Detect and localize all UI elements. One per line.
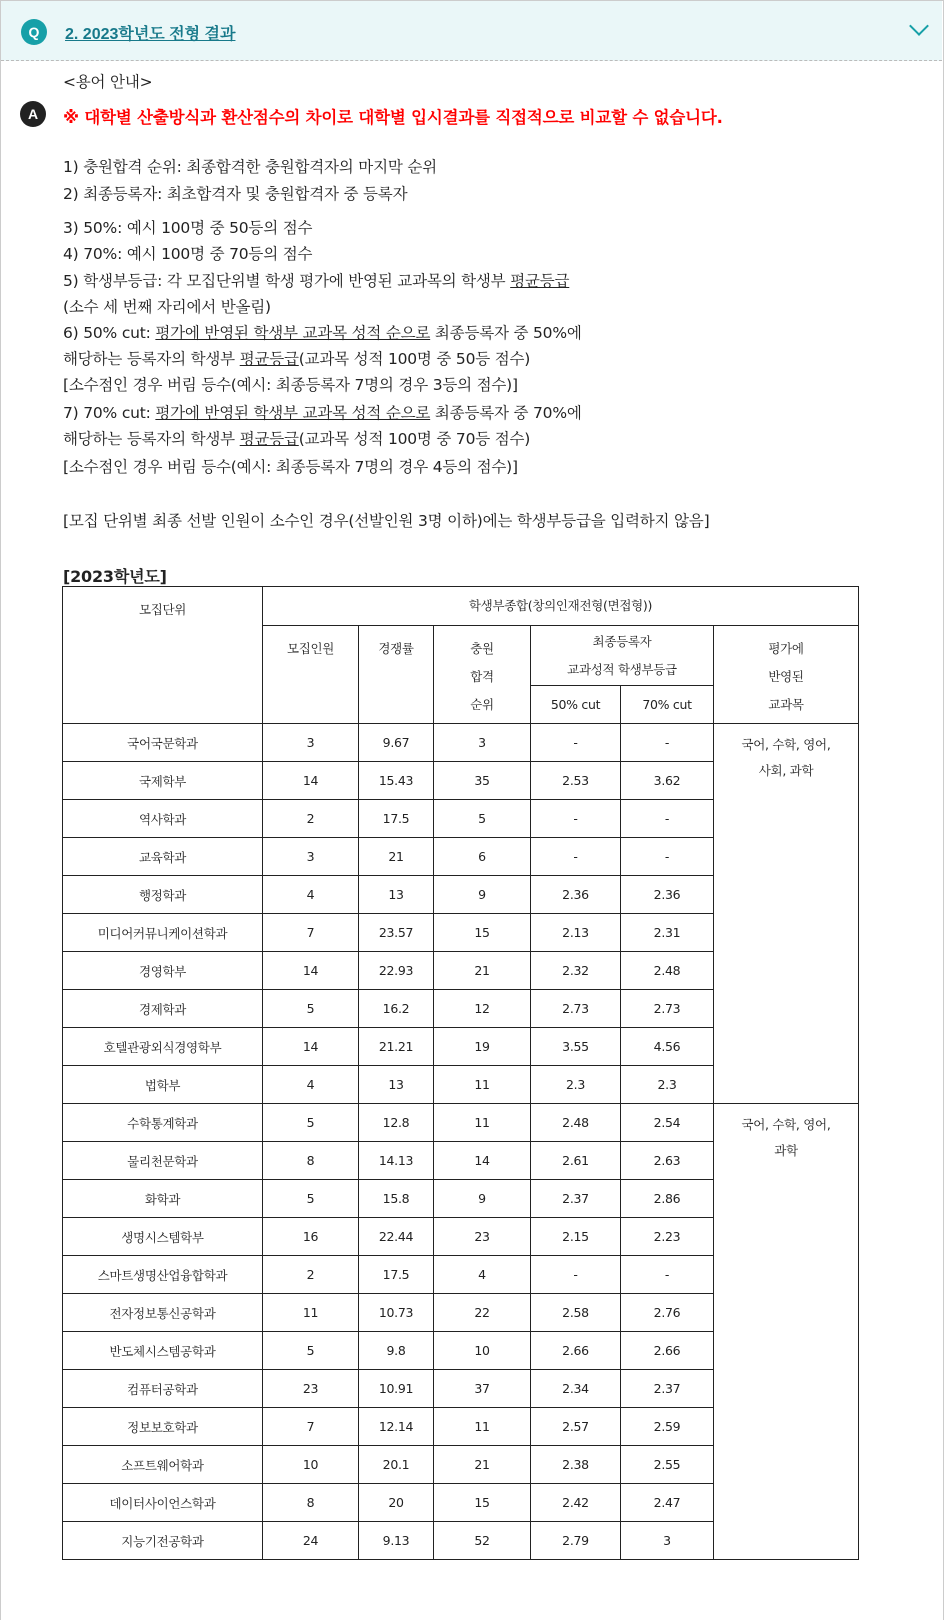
text: 충원: [470, 641, 494, 656]
cell-rate: 9.67: [359, 724, 434, 762]
cell-cut50: 2.61: [531, 1142, 621, 1180]
text-underlined: 평균등급: [239, 350, 299, 368]
cell-quota: 5: [263, 1180, 359, 1218]
cell-rank: 15: [434, 914, 531, 952]
text: (교과목 성적 100명 중 70등 점수): [298, 430, 531, 448]
text: 교과성적 학생부등급: [567, 662, 677, 677]
cell-unit: 생명시스템학부: [63, 1218, 263, 1256]
cell-cut50: 2.57: [531, 1408, 621, 1446]
cell-quota: 8: [263, 1142, 359, 1180]
cell-cut50: 2.48: [531, 1104, 621, 1142]
table-row: [63, 724, 859, 762]
cell-rank: 11: [434, 1066, 531, 1104]
cell-rank: 11: [434, 1104, 531, 1142]
cell-quota: 10: [263, 1446, 359, 1484]
cell-cut70: 2.31: [621, 914, 714, 952]
cell-unit: 법학부: [63, 1066, 263, 1104]
term-7-note: [소수점인 경우 버림 등수(예시: 최종등록자 7명의 경우 4등의 점수)]: [63, 458, 518, 476]
cell-cut70: -: [621, 1256, 714, 1294]
cell-rank: 10: [434, 1332, 531, 1370]
cell-unit: 컴퓨터공학과: [63, 1370, 263, 1408]
warning-text: ※ 대학별 산출방식과 환산점수의 차이로 대학별 입시결과를 직접적으로 비교할 수 없습니다.: [63, 108, 723, 127]
terms-heading: <용어 안내>: [63, 73, 153, 91]
cell-subjects: [714, 724, 859, 1104]
text: 순위: [470, 697, 494, 712]
cell-unit: 정보보호학과: [63, 1408, 263, 1446]
cell-rank: 35: [434, 762, 531, 800]
cell-rate: 16.2: [359, 990, 434, 1028]
term-7: [63, 401, 582, 423]
cell-unit: 데이터사이언스학과: [63, 1484, 263, 1522]
cell-cut50: 2.42: [531, 1484, 621, 1522]
text: 교과목: [768, 697, 804, 712]
cell-quota: 2: [263, 800, 359, 838]
cell-quota: 24: [263, 1522, 359, 1560]
results-table: [62, 586, 859, 1560]
cell-quota: 8: [263, 1484, 359, 1522]
question-title-link[interactable]: 2. 2023학년도 전형 결과: [65, 26, 236, 43]
cell-quota: 2: [263, 1256, 359, 1294]
cell-rate: 9.8: [359, 1332, 434, 1370]
cell-rate: 21.21: [359, 1028, 434, 1066]
cell-rate: 22.44: [359, 1218, 434, 1256]
cell-unit: 물리천문학과: [63, 1142, 263, 1180]
cell-unit: 전자정보통신공학과: [63, 1294, 263, 1332]
text: 합격: [470, 669, 494, 684]
term-6: [63, 321, 582, 343]
cell-rate: 12.8: [359, 1104, 434, 1142]
cell-rate: 14.13: [359, 1142, 434, 1180]
header-subjects: [714, 626, 859, 724]
cell-unit: 미디어커뮤니케이션학과: [63, 914, 263, 952]
cell-quota: 16: [263, 1218, 359, 1256]
cell-rank: 9: [434, 1180, 531, 1218]
cell-cut50: 2.13: [531, 914, 621, 952]
text-underlined: 평균등급: [239, 430, 299, 448]
cell-quota: 5: [263, 1332, 359, 1370]
term-2: 2) 최종등록자: 최초합격자 및 충원합격자 중 등록자: [63, 185, 408, 203]
cell-rank: 4: [434, 1256, 531, 1294]
question-header[interactable]: [1, 1, 942, 61]
cell-rank: 12: [434, 990, 531, 1028]
cell-cut50: -: [531, 800, 621, 838]
cell-quota: 7: [263, 914, 359, 952]
cell-quota: 14: [263, 762, 359, 800]
cell-cut70: 2.47: [621, 1484, 714, 1522]
text: 사회, 과학: [758, 763, 814, 778]
cell-cut70: 2.3: [621, 1066, 714, 1104]
cell-rate: 21: [359, 838, 434, 876]
cell-rate: 23.57: [359, 914, 434, 952]
cell-rate: 13: [359, 1066, 434, 1104]
text: 해당하는 등록자의 학생부: [63, 350, 240, 368]
text: 7) 70% cut:: [63, 404, 156, 422]
term-4: 4) 70%: 예시 100명 중 70등의 점수: [63, 245, 313, 263]
cell-cut50: 2.36: [531, 876, 621, 914]
text: (교과목 성적 100명 중 50등 점수): [298, 350, 531, 368]
cell-cut50: 2.37: [531, 1180, 621, 1218]
cell-cut70: 2.48: [621, 952, 714, 990]
question-badge-icon: Q: [21, 19, 47, 45]
cell-rank: 5: [434, 800, 531, 838]
text: 6) 50% cut:: [63, 324, 156, 342]
cell-cut50: 2.58: [531, 1294, 621, 1332]
table-row: [63, 1104, 859, 1142]
cell-rank: 6: [434, 838, 531, 876]
chevron-down-icon[interactable]: [909, 16, 929, 36]
text: 최종등록자 중 70%에: [430, 404, 582, 422]
cell-rank: 14: [434, 1142, 531, 1180]
cell-quota: 5: [263, 990, 359, 1028]
cell-unit: 국제학부: [63, 762, 263, 800]
cell-unit: 호텔관광외식경영학부: [63, 1028, 263, 1066]
cell-cut70: -: [621, 724, 714, 762]
cell-rate: 13: [359, 876, 434, 914]
cell-rank: 3: [434, 724, 531, 762]
text-underlined: 평가에 반영된 학생부 교과목 성적 순으로: [155, 404, 431, 422]
cell-rate: 10.73: [359, 1294, 434, 1332]
cell-unit: 경영학부: [63, 952, 263, 990]
term-6-note: [소수점인 경우 버림 등수(예시: 최종등록자 7명의 경우 3등의 점수)]: [63, 376, 518, 394]
cell-cut50: 2.79: [531, 1522, 621, 1560]
cell-unit: 국어국문학과: [63, 724, 263, 762]
cell-cut50: -: [531, 724, 621, 762]
cell-rate: 20: [359, 1484, 434, 1522]
cell-cut70: 2.54: [621, 1104, 714, 1142]
header-type: 학생부종합(창의인재전형(면접형)): [263, 587, 859, 626]
text: 과학: [774, 1143, 798, 1158]
cell-cut50: 2.38: [531, 1446, 621, 1484]
text-underlined: 평균등급: [510, 272, 570, 290]
cell-rate: 10.91: [359, 1370, 434, 1408]
cell-cut50: 2.3: [531, 1066, 621, 1104]
answer-badge-icon: A: [20, 101, 46, 127]
cell-rate: 12.14: [359, 1408, 434, 1446]
text-underlined: 평가에 반영된 학생부 교과목 성적 순으로: [155, 324, 431, 342]
cell-cut70: 2.23: [621, 1218, 714, 1256]
cell-rate: 17.5: [359, 1256, 434, 1294]
cell-rate: 9.13: [359, 1522, 434, 1560]
cell-rank: 21: [434, 1446, 531, 1484]
year-title: [2023학년도]: [63, 567, 167, 586]
cell-cut70: -: [621, 838, 714, 876]
cell-rank: 19: [434, 1028, 531, 1066]
term-1: 1) 충원합격 순위: 최종합격한 충원합격자의 마지막 순위: [63, 158, 437, 176]
table-header-row: [63, 587, 859, 626]
cell-quota: 11: [263, 1294, 359, 1332]
cell-cut70: 2.59: [621, 1408, 714, 1446]
cell-cut50: -: [531, 838, 621, 876]
cell-cut50: 2.34: [531, 1370, 621, 1408]
cell-quota: 14: [263, 952, 359, 990]
term-7-cont: [63, 427, 530, 449]
header-final: [531, 626, 714, 686]
cell-unit: 수학통계학과: [63, 1104, 263, 1142]
cell-quota: 4: [263, 876, 359, 914]
cell-rank: 9: [434, 876, 531, 914]
cell-unit: 지능기전공학과: [63, 1522, 263, 1560]
cell-rate: 22.93: [359, 952, 434, 990]
cell-unit: 경제학과: [63, 990, 263, 1028]
header-quota: 모집인원: [263, 626, 359, 724]
cell-unit: 역사학과: [63, 800, 263, 838]
cell-cut70: 2.36: [621, 876, 714, 914]
cell-cut70: 2.63: [621, 1142, 714, 1180]
term-5: [63, 269, 569, 291]
selection-note: [모집 단위별 최종 선발 인원이 소수인 경우(선발인원 3명 이하)에는 학생부등급을 입력하지 않음]: [63, 512, 710, 530]
cell-rank: 21: [434, 952, 531, 990]
cell-rank: 15: [434, 1484, 531, 1522]
cell-rate: 15.43: [359, 762, 434, 800]
cell-cut50: 2.32: [531, 952, 621, 990]
cell-unit: 스마트생명산업융합학과: [63, 1256, 263, 1294]
cell-rank: 22: [434, 1294, 531, 1332]
term-6-cont: [63, 347, 530, 369]
text: 평가에: [768, 641, 804, 656]
cell-quota: 23: [263, 1370, 359, 1408]
cell-quota: 4: [263, 1066, 359, 1104]
cell-cut50: 3.55: [531, 1028, 621, 1066]
cell-rank: 52: [434, 1522, 531, 1560]
cell-unit: 화학과: [63, 1180, 263, 1218]
header-50cut: 50% cut: [531, 686, 621, 724]
cell-cut70: 2.37: [621, 1370, 714, 1408]
cell-rate: 20.1: [359, 1446, 434, 1484]
cell-quota: 14: [263, 1028, 359, 1066]
header-rate: 경쟁률: [359, 626, 434, 724]
cell-cut70: 2.76: [621, 1294, 714, 1332]
cell-cut70: 2.73: [621, 990, 714, 1028]
text: 해당하는 등록자의 학생부: [63, 430, 240, 448]
cell-quota: 3: [263, 838, 359, 876]
cell-unit: 교육학과: [63, 838, 263, 876]
text: 5) 학생부등급: 각 모집단위별 학생 평가에 반영된 교과목의 학생부: [63, 272, 511, 290]
cell-cut50: 2.15: [531, 1218, 621, 1256]
cell-quota: 7: [263, 1408, 359, 1446]
cell-subjects: [714, 1104, 859, 1560]
cell-cut50: 2.66: [531, 1332, 621, 1370]
term-5-note: (소수 세 번째 자리에서 반올림): [63, 298, 271, 316]
cell-quota: 5: [263, 1104, 359, 1142]
cell-cut50: 2.73: [531, 990, 621, 1028]
cell-cut50: -: [531, 1256, 621, 1294]
cell-cut70: 2.66: [621, 1332, 714, 1370]
cell-quota: 3: [263, 724, 359, 762]
cell-rate: 17.5: [359, 800, 434, 838]
cell-cut70: 3.62: [621, 762, 714, 800]
term-3: 3) 50%: 예시 100명 중 50등의 점수: [63, 219, 313, 237]
cell-unit: 소프트웨어학과: [63, 1446, 263, 1484]
text: 국어, 수학, 영어,: [741, 737, 831, 752]
text: 최종등록자: [592, 634, 652, 649]
cell-cut70: 3: [621, 1522, 714, 1560]
cell-cut50: 2.53: [531, 762, 621, 800]
cell-unit: 행정학과: [63, 876, 263, 914]
text: 국어, 수학, 영어,: [741, 1117, 831, 1132]
cell-cut70: 2.55: [621, 1446, 714, 1484]
header-rank: [434, 626, 531, 724]
text: 반영된: [768, 669, 804, 684]
header-unit: 모집단위: [63, 587, 263, 724]
header-70cut: 70% cut: [621, 686, 714, 724]
text: 최종등록자 중 50%에: [430, 324, 582, 342]
cell-rank: 11: [434, 1408, 531, 1446]
cell-rate: 15.8: [359, 1180, 434, 1218]
cell-rank: 37: [434, 1370, 531, 1408]
cell-cut70: 2.86: [621, 1180, 714, 1218]
cell-cut70: -: [621, 800, 714, 838]
cell-cut70: 4.56: [621, 1028, 714, 1066]
cell-unit: 반도체시스템공학과: [63, 1332, 263, 1370]
cell-rank: 23: [434, 1218, 531, 1256]
